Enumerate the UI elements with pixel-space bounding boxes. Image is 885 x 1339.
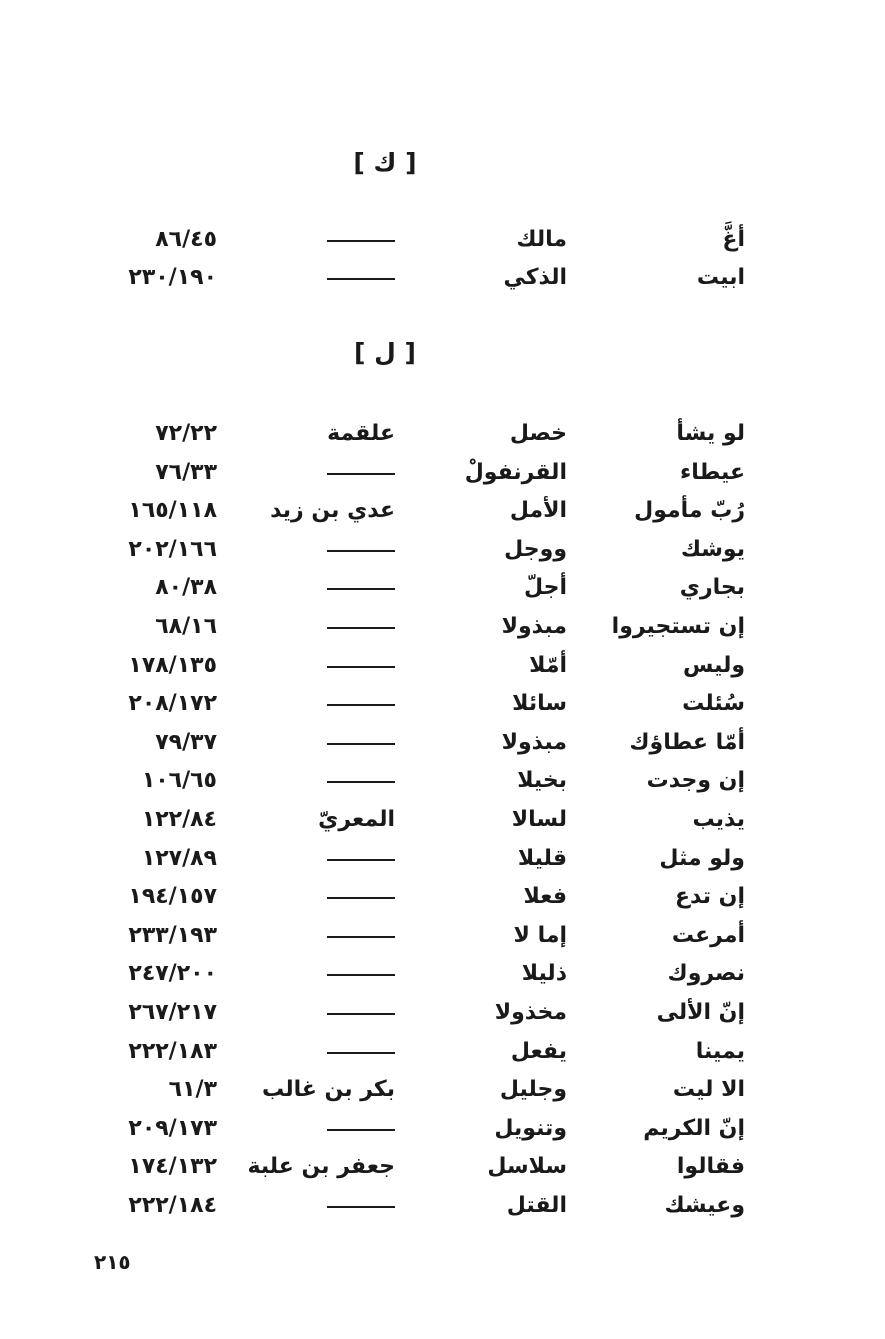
index-row	[0, 956, 885, 992]
index-row	[0, 455, 885, 491]
index-row	[0, 1188, 885, 1224]
index-row	[0, 493, 885, 529]
rhyme-word: ووجل	[504, 536, 567, 562]
unattributed-dash	[327, 781, 395, 783]
rhyme-word: سلاسل	[487, 1154, 567, 1180]
page-reference: ١٢٢/٨٤	[141, 807, 217, 832]
section-heading: [ ل ]	[354, 338, 416, 367]
index-row	[0, 841, 885, 877]
page-reference: ١٧٨/١٣٥	[128, 652, 217, 678]
page-reference: ٢٣٣/١٩٣	[128, 922, 217, 948]
verse-opening: يمينا	[695, 1038, 745, 1064]
page-number: ٢١٥	[94, 1250, 131, 1274]
poet-name: جعفر بن علبة	[247, 1154, 395, 1180]
unattributed-dash	[327, 666, 395, 668]
verse-opening: أمّا عطاؤك	[629, 729, 745, 755]
index-row	[0, 1034, 885, 1070]
unattributed-dash	[327, 550, 395, 552]
verse-opening: سُئلت	[682, 691, 745, 717]
page-reference: ١٢٧/٨٩	[141, 845, 217, 871]
index-row	[0, 1072, 885, 1108]
verse-opening: إن تدع	[675, 884, 745, 910]
rhyme-word: ذليلا	[521, 961, 567, 987]
unattributed-dash	[327, 859, 395, 861]
page-reference: ٧٩/٣٧	[155, 729, 217, 755]
page-reference: ٢٦٧/٢١٧	[128, 1000, 217, 1025]
verse-opening: أمرعت	[671, 922, 745, 948]
poet-name: عدي بن زيد	[270, 498, 395, 524]
rhyme-word: فعلا	[523, 884, 567, 910]
page-reference: ٢٣٠/١٩٠	[128, 265, 217, 290]
index-row	[0, 570, 885, 606]
verse-opening: أغَّ	[722, 227, 745, 252]
verse-opening: إنّ الكريم	[643, 1115, 745, 1141]
index-row	[0, 725, 885, 761]
unattributed-dash	[327, 936, 395, 938]
unattributed-dash	[327, 704, 395, 706]
page-reference: ٧٢/٢٢	[155, 421, 217, 446]
rhyme-word: إما لا	[513, 922, 567, 948]
unattributed-dash	[327, 588, 395, 590]
unattributed-dash	[327, 1206, 395, 1208]
verse-opening: وليس	[682, 652, 745, 678]
page-reference: ٢٢٢/١٨٤	[128, 1193, 217, 1218]
unattributed-dash	[327, 974, 395, 976]
page-reference: ١٠٦/٦٥	[141, 768, 217, 794]
verse-opening: نصروك	[667, 961, 745, 987]
page-reference: ٢٠٢/١٦٦	[128, 536, 217, 562]
verse-opening: إن وجدت	[646, 768, 745, 794]
verse-opening: فقالوا	[676, 1154, 745, 1180]
index-row	[0, 532, 885, 568]
rhyme-word: بخيلا	[517, 768, 567, 794]
index-row	[0, 648, 885, 684]
unattributed-dash	[327, 1052, 395, 1054]
verse-opening: إنّ الألى	[656, 1000, 745, 1025]
unattributed-dash	[327, 1129, 395, 1131]
verse-opening: الا ليت	[672, 1077, 745, 1103]
rhyme-word: وجليل	[499, 1077, 567, 1103]
verse-opening: إن تستجيروا	[611, 614, 745, 639]
index-row	[0, 686, 885, 722]
page-reference: ١٩٤/١٥٧	[128, 884, 217, 910]
verse-opening: وعيشك	[664, 1193, 745, 1218]
page-reference: ٦١/٣	[168, 1077, 217, 1103]
rhyme-word: الذكي	[503, 265, 567, 290]
rhyme-word: مالك	[516, 227, 567, 252]
page-reference: ٧٦/٣٣	[155, 459, 217, 485]
unattributed-dash	[327, 627, 395, 629]
poet-name: بكر بن غالب	[262, 1077, 395, 1103]
page-reference: ١٧٤/١٣٢	[128, 1154, 217, 1180]
unattributed-dash	[327, 473, 395, 475]
index-row	[0, 763, 885, 799]
verse-opening: لو يشأ	[676, 421, 745, 446]
page-reference: ٦٨/١٦	[155, 614, 217, 639]
rhyme-word: أجلّ	[523, 575, 567, 601]
index-row	[0, 609, 885, 645]
unattributed-dash	[327, 240, 395, 242]
index-row	[0, 918, 885, 954]
page-reference: ١٦٥/١١٨	[128, 498, 217, 524]
page-reference: ٨٠/٣٨	[155, 575, 217, 601]
page-reference: ٢٠٨/١٧٢	[128, 691, 217, 717]
rhyme-word: القتل	[506, 1193, 567, 1218]
verse-opening: يذيب	[692, 807, 745, 832]
rhyme-word: وتنويل	[494, 1115, 567, 1141]
rhyme-word: سائلا	[512, 691, 567, 717]
unattributed-dash	[327, 1013, 395, 1015]
verse-opening: بجاري	[679, 575, 745, 601]
rhyme-word: مبذولا	[501, 614, 567, 639]
index-row	[0, 802, 885, 838]
page-reference: ٨٦/٤٥	[155, 227, 217, 252]
verse-opening: ابيت	[696, 265, 745, 290]
unattributed-dash	[327, 897, 395, 899]
rhyme-word: مخذولا	[494, 1000, 567, 1025]
verse-opening: ولو مثل	[659, 845, 745, 871]
index-row	[0, 1111, 885, 1147]
rhyme-word: خصل	[509, 421, 567, 446]
rhyme-word: يفعل	[510, 1038, 567, 1064]
unattributed-dash	[327, 743, 395, 745]
poet-name: علقمة	[327, 421, 395, 446]
rhyme-word: أمّلا	[529, 652, 567, 678]
index-row	[0, 995, 885, 1031]
rhyme-word: لسالا	[511, 807, 567, 832]
rhyme-word: مبذولا	[501, 729, 567, 755]
index-row	[0, 260, 885, 296]
page-reference: ٢٤٧/٢٠٠	[128, 961, 217, 987]
unattributed-dash	[327, 278, 395, 280]
section-heading: [ ك ]	[353, 148, 417, 177]
verse-opening: رُبّ مأمول	[634, 498, 745, 524]
verse-opening: يوشك	[680, 536, 745, 562]
index-row	[0, 1149, 885, 1185]
rhyme-word: قليلا	[517, 845, 567, 871]
poet-name: المعريّ	[318, 807, 395, 832]
rhyme-word: الأمل	[509, 498, 567, 524]
index-row	[0, 222, 885, 258]
verse-opening: عيطاء	[680, 459, 745, 485]
rhyme-word: القرنفولْ	[464, 459, 567, 485]
page-reference: ٢٠٩/١٧٣	[128, 1115, 217, 1141]
page-reference: ٢٢٢/١٨٣	[128, 1038, 217, 1064]
index-row	[0, 879, 885, 915]
index-row	[0, 416, 885, 452]
